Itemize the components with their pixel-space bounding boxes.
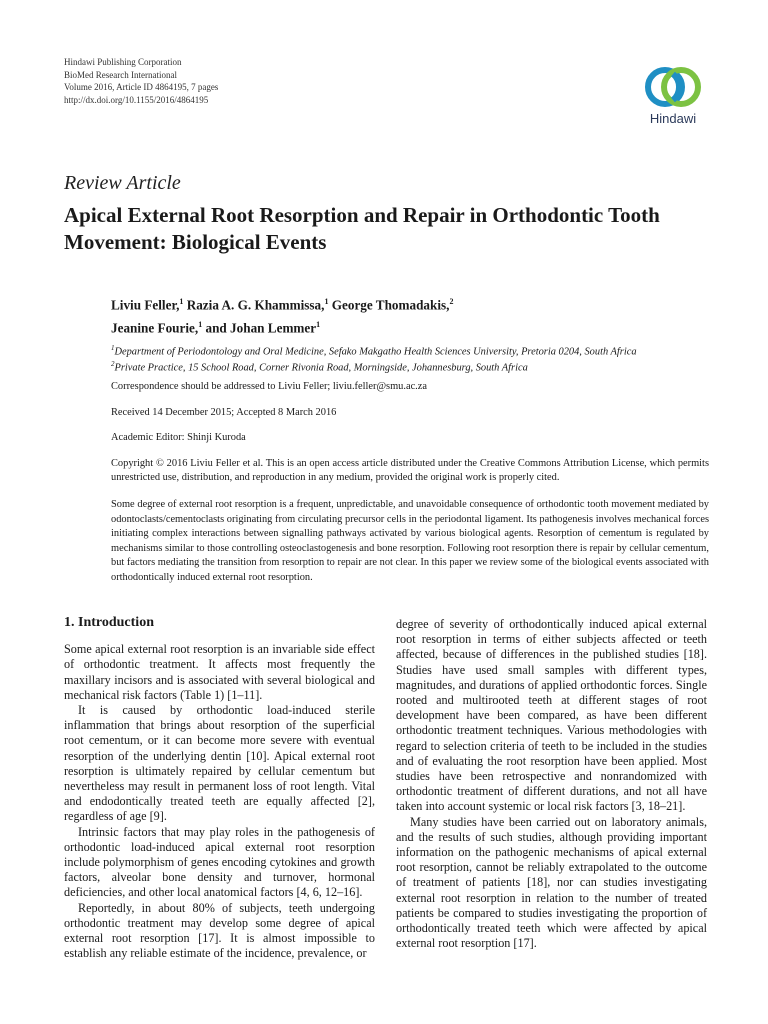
affiliation-mark: 2 [111,360,115,368]
author: Jeanine Fourie, [111,320,199,336]
received-accepted-dates: Received 14 December 2015; Accepted 8 March 2016 [111,407,337,418]
publisher-name: Hindawi Publishing Corporation [64,57,182,67]
academic-editor: Academic Editor: Shinji Kuroda [111,432,246,443]
author-affiliation-mark: 1 [198,320,203,330]
doi-link[interactable]: http://dx.doi.org/10.1155/2016/4864195 [64,94,209,105]
affiliation-mark: 1 [111,344,115,352]
author-affiliation-mark: 1 [316,320,321,330]
abstract: Some degree of external root resorption is a frequent, unpredictable, and unavoidable consequence of orthodontic tooth movement mediated by odontoclasts/cementoclasts originating from circulating precursor cells in the periodontal ligament. Its pathogenesis involves mechanical forces initiating complex interactions between signalling pathways activated by various biological agents. Resorption of cementum is regulated by mechanisms similar to those controlling osteoclastogenesis and bone resorption. Following root resorption there is repair by cellular cementum, but factors mediating the transition from resorption to repair are not clear. In this paper we review some of the biological events associated with orthodontically induced external root resorption. [111,499,709,583]
author: George Thomadakis, [328,297,450,313]
body-paragraph: Some apical external root resorption is an invariable side effect of orthodontic treatment. It affects most frequently the maxillary incisors and is associated with several biological and mechanical risk factors (Table 1) [1–11]. [64,642,375,702]
author-affiliation-mark: 1 [179,297,184,306]
logo-text: Hindawi [649,111,697,126]
author-affiliation-mark: 2 [449,297,454,306]
affiliation [111,357,711,375]
article-type: Review Article [64,172,181,194]
hindawi-logo [630,62,716,132]
affiliation-text: Department of Periodontology and Oral Medicine, Sefako Makgatho Health Sciences University, Pretoria 0204, South Africa [114,346,637,358]
affiliation-text: Private Practice, 15 School Road, Corner Rivonia Road, Morningside, Johannesburg, South Africa [114,362,528,374]
author: Liviu Feller, [111,297,180,313]
volume-info: Volume 2016, Article ID 4864195, 7 pages [64,82,219,92]
journal-name: BioMed Research International [64,69,177,80]
section-heading: 1. Introduction [64,615,154,630]
hindawi-logo-icon [643,62,703,112]
paper-title: Apical External Root Resorption and Repair in Orthodontic Tooth Movement: Biological Events [64,203,660,254]
author-list [111,292,711,339]
author: Razia A. G. Khammissa, [183,297,325,313]
left-column [64,615,375,961]
body-paragraph: degree of severity of orthodontically induced apical external root resorption in terms of either subjects affected or teeth affected, because of differences in the published studies [18]. Studies have used small samples with different types, magnitudes, and durations of applied orthodontic forces. Single rooted and multirooted teeth at different stages of root development have been compared, as have been different orthodontic treatment techniques. Various methodologies with regard to selection criteria of teeth to be included in the studies and of evaluating the root resorption have been applied. Most studies have been retrospective and nonrandomized with orthodontic treatment of different durations, and not all have taken into account systemic or local risk factors [3, 18–21]. [396,617,707,814]
body-paragraph: Many studies have been carried out on laboratory animals, and the results of such studies, although providing important information on the pathogenic mechanisms of apical external root resorption, cannot be reliably extrapolated to the outcome of treatment of patients [18], nor can studies investigating external root resorption in relation to the number of treated patients be compared to studies investigating the proportion of orthodontically treated teeth which were affected by apical external root resorption [17]. [396,814,707,951]
author-affiliation-mark: 1 [324,297,329,306]
body-paragraph: Intrinsic factors that may play roles in the pathogenesis of orthodontic load-induced apical external root resorption include polymorphism of genes encoding cytokines and growth factors, alveolar bone density and turnover, hormonal deficiencies, and other local anatomical factors [4, 6, 12–16]. [64,824,375,900]
journal-header [64,56,218,106]
body-paragraph: It is caused by orthodontic load-induced sterile inflammation that brings about resorption of the superficial root cementum, or it can become more severe with eventual resorption of the underlying dentin [10]. Apical external root resorption is ultimately repaired by cellular cementum but nevertheless may result in permanent loss of root length. Vital and endodontically treated teeth are equally affected [2], regardless of age [9]. [64,703,375,824]
body-paragraph: Reportedly, in about 80% of subjects, teeth undergoing orthodontic treatment may develop some degree of apical external root resorption [17]. It is almost impossible to establish any reliable estimate of the incidence, prevalence, or [64,900,375,961]
copyright-notice: Copyright © 2016 Liviu Feller et al. This is an open access article distributed under the Creative Commons Attribution License, which permits unrestricted use, distribution, and reproduction in any medium, provided the original work is properly cited. [111,458,709,483]
correspondence: Correspondence should be addressed to Liviu Feller; liviu.feller@smu.ac.za [111,381,428,392]
author: and Johan Lemmer [202,320,317,336]
right-column [396,617,707,951]
